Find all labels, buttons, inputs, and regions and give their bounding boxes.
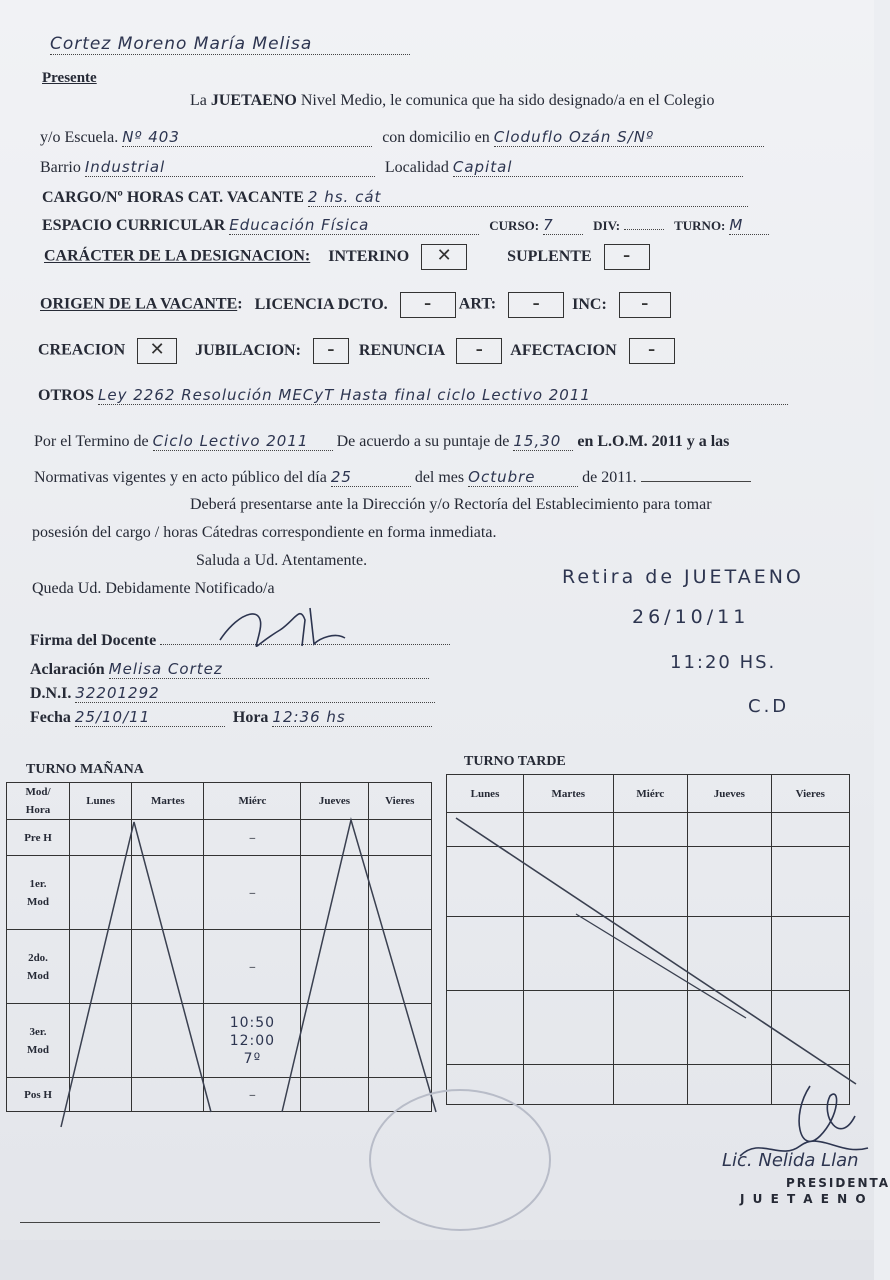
- aclaracion-line: Aclaración Melisa Cortez: [30, 660, 429, 679]
- renuncia-checkbox[interactable]: –: [456, 338, 502, 364]
- deber-line-2: posesión del cargo / horas Cátedras correspondiente en forma inmediata.: [32, 524, 497, 541]
- tarde-day-header: Lunes: [447, 775, 524, 813]
- manana-day-header: Lunes: [70, 783, 132, 820]
- fecha-value: 25/10/11: [75, 708, 225, 727]
- tarde-day-header: Miérc: [613, 775, 688, 813]
- tarde-day-header: Jueves: [688, 775, 771, 813]
- corner-header: Mod/ Hora: [7, 783, 70, 820]
- licencia-checkbox[interactable]: –: [400, 292, 456, 318]
- origen-line: ORIGEN DE LA VACANTE: LICENCIA DCTO. – ART: – INC: –: [40, 292, 671, 318]
- mes-value: Octubre: [468, 468, 578, 487]
- recipient-name: Cortez Moreno María Melisa: [50, 34, 410, 55]
- manana-day-header: Martes: [132, 783, 204, 820]
- row-label: Pre H: [7, 820, 70, 856]
- bottom-divider: [20, 1222, 380, 1223]
- turno-manana-title: TURNO MAÑANA: [26, 762, 144, 777]
- manana-day-header: Miérc: [204, 783, 301, 820]
- retira-date: 26/10/11: [632, 606, 750, 628]
- escuela-line: y/o Escuela. Nº 403 con domicilio en Cloduflo Ozán S/Nº: [40, 128, 764, 147]
- inc-checkbox[interactable]: –: [619, 292, 671, 318]
- afectacion-checkbox[interactable]: –: [629, 338, 675, 364]
- art-checkbox[interactable]: –: [508, 292, 564, 318]
- escuela-value: Nº 403: [122, 128, 372, 147]
- manana-day-header: Jueves: [301, 783, 368, 820]
- presidenta-cargo: PRESIDENTA: [786, 1176, 890, 1190]
- presente-heading: Presente: [42, 70, 97, 86]
- termino-line-1: Por el Termino de Ciclo Lectivo 2011 De acuerdo a su puntaje de 15,30 en L.O.M. 2011 y a las: [34, 432, 730, 450]
- miercoles-mark: –: [204, 856, 301, 930]
- row-label: 2do. Mod: [7, 930, 70, 1004]
- dni-value: 32201292: [75, 684, 435, 703]
- espacio-value: Educación Física: [229, 216, 479, 235]
- localidad-value: Capital: [453, 158, 743, 177]
- aclaracion-value: Melisa Cortez: [109, 660, 429, 679]
- suplente-checkbox[interactable]: –: [604, 244, 650, 270]
- presidenta-org: J U E T A E N O: [740, 1192, 868, 1206]
- row-label: 1er. Mod: [7, 856, 70, 930]
- page-bottom-margin: [0, 1240, 874, 1280]
- firma-line: Firma del Docente: [30, 632, 450, 650]
- manana-strike-lines: [6, 782, 432, 1122]
- ciclo-value: Ciclo Lectivo 2011: [153, 432, 333, 451]
- puntaje-value: 15,30: [513, 432, 573, 451]
- retira-initials: C.D: [748, 696, 790, 717]
- origen-line-2: CREACION ✕ JUBILACION: – RENUNCIA – AFECTACION –: [38, 338, 675, 364]
- tarde-strike-lines: [446, 774, 866, 1114]
- creacion-checkbox[interactable]: ✕: [137, 338, 177, 364]
- interino-checkbox[interactable]: ✕: [421, 244, 467, 270]
- intro-line: La JUETAENO Nivel Medio, le comunica que ha sido designado/a en el Colegio: [190, 92, 715, 109]
- espacio-line: ESPACIO CURRICULAR Educación Física CURSO: 7 DIV: TURNO: M: [42, 216, 769, 235]
- tarde-day-header: Vieres: [771, 775, 850, 813]
- cargo-value: 2 hs. cát: [308, 188, 748, 207]
- manana-day-header: Vieres: [368, 783, 431, 820]
- caracter-line: CARÁCTER DE LA DESIGNACION: INTERINO ✕ SUPLENTE –: [44, 244, 650, 270]
- saludo: Saluda a Ud. Atentamente.: [196, 552, 368, 569]
- otros-line: OTROS Ley 2262 Resolución MECyT Hasta final ciclo Lectivo 2011: [38, 386, 788, 405]
- miercoles-hours: 10:50 12:00 7º: [204, 1004, 301, 1078]
- row-label: Pos H: [7, 1078, 70, 1112]
- termino-line-2: Normativas vigentes y en acto público del día 25 del mes Octubre de 2011.: [34, 468, 751, 487]
- retira-line-1: Retira de JUETAENO: [562, 566, 804, 588]
- hora-value: 12:36 hs: [272, 708, 432, 727]
- miercoles-mark: –: [204, 820, 301, 856]
- tarde-day-header: Martes: [523, 775, 613, 813]
- curso-value: 7: [543, 216, 583, 235]
- otros-value: Ley 2262 Resolución MECyT Hasta final ciclo Lectivo 2011: [98, 386, 788, 405]
- turno-value: M: [729, 216, 769, 235]
- row-label: 3er. Mod: [7, 1004, 70, 1078]
- domicilio-value: Cloduflo Ozán S/Nº: [494, 128, 764, 147]
- barrio-value: Industrial: [85, 158, 375, 177]
- jubilacion-checkbox[interactable]: –: [313, 338, 349, 364]
- fecha-line: Fecha 25/10/11 Hora 12:36 hs: [30, 708, 432, 727]
- presidenta-name: Lic. Nelida Llan: [722, 1150, 859, 1171]
- docente-signature-icon: [210, 600, 350, 652]
- dni-line: D.N.I. 32201292: [30, 684, 435, 703]
- dia-value: 25: [331, 468, 411, 487]
- faded-stamp-icon: [360, 1080, 560, 1240]
- deber-line-1: Deberá presentarse ante la Dirección y/o Rectoría del Establecimiento para tomar: [190, 496, 712, 513]
- barrio-line: Barrio Industrial Localidad Capital: [40, 158, 743, 177]
- turno-tarde-title: TURNO TARDE: [464, 754, 566, 769]
- retira-hour: 11:20 HS.: [670, 652, 777, 673]
- notificado: Queda Ud. Debidamente Notificado/a: [32, 580, 275, 597]
- cargo-line: CARGO/Nº HORAS CAT. VACANTE 2 hs. cát: [42, 188, 748, 207]
- miercoles-mark: –: [204, 1078, 301, 1112]
- miercoles-mark: –: [204, 930, 301, 1004]
